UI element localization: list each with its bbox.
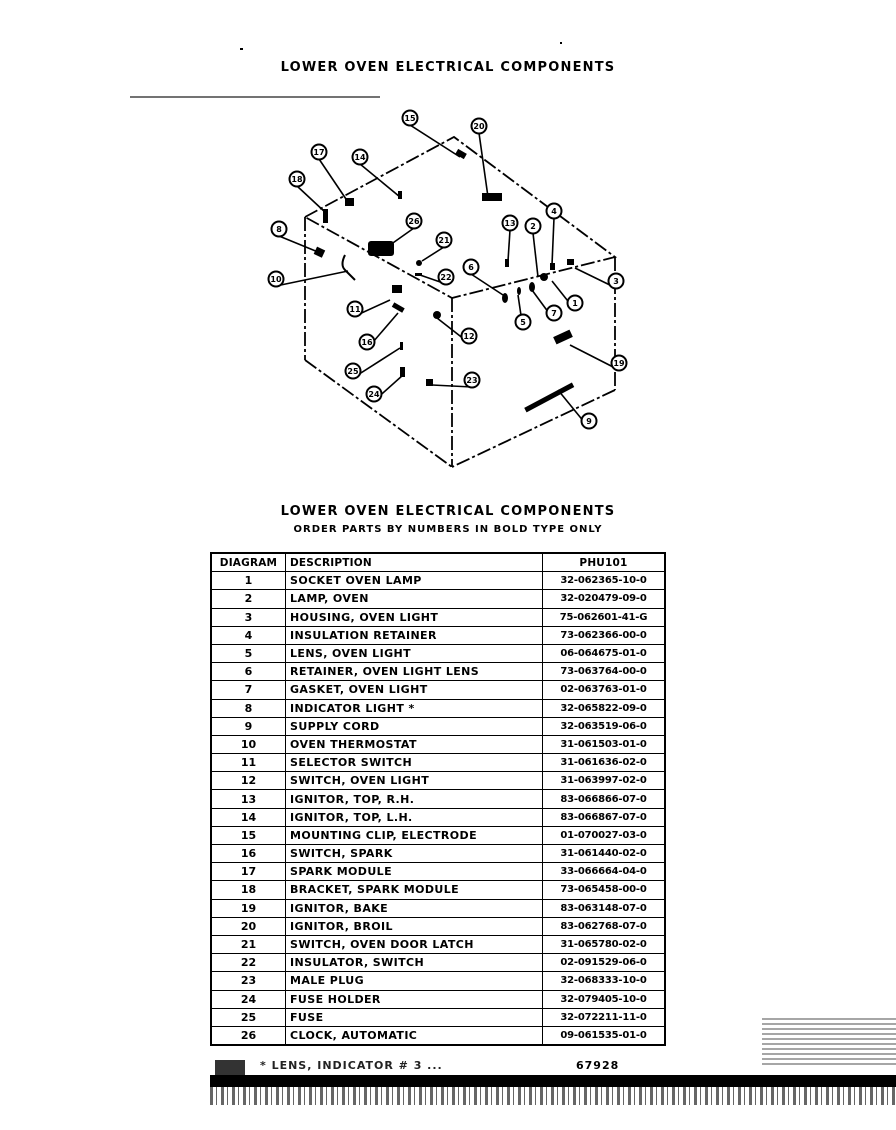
part-description: SPARK MODULE [286,863,543,881]
part-description: INDICATOR LIGHT * [286,699,543,717]
callout-19 [612,356,627,371]
header-description: DESCRIPTION [286,553,543,572]
table-row [211,1008,665,1026]
callout-20 [472,119,487,134]
diagram-number: 9 [211,717,286,735]
table-row [211,717,665,735]
part-description: HOUSING, OVEN LIGHT [286,608,543,626]
diagram-number: 7 [211,681,286,699]
table-row [211,917,665,935]
part-description: IGNITOR, BAKE [286,899,543,917]
part-number: 06-064675-01-0 [543,644,666,662]
footer-note: * LENS, INDICATOR # 3 ... [260,1059,443,1072]
part-number: 31-063997-02-0 [543,772,666,790]
scan-smear [762,1015,896,1065]
svg-text:8: 8 [276,225,282,234]
callout-10 [269,272,284,287]
part-description: INSULATION RETAINER [286,626,543,644]
part-number: 09-061535-01-0 [543,1026,666,1045]
page-title: LOWER OVEN ELECTRICAL COMPONENTS [280,60,616,75]
part-description: OVEN THERMOSTAT [286,735,543,753]
table-row [211,826,665,844]
part-description: IGNITOR, TOP, L.H. [286,808,543,826]
diagram-number: 8 [211,699,286,717]
part-number: 32-079405-10-0 [543,990,666,1008]
callout-23 [465,373,480,388]
part-number: 73-063764-00-0 [543,663,666,681]
part-number: 31-061503-01-0 [543,735,666,753]
svg-text:1: 1 [572,299,578,308]
part-description: MOUNTING CLIP, ELECTRODE [286,826,543,844]
part-description: GASKET, OVEN LIGHT [286,681,543,699]
part-description: CLOCK, AUTOMATIC [286,1026,543,1045]
part-description: SWITCH, SPARK [286,845,543,863]
scan-speck [560,42,562,44]
diagram-number: 11 [211,754,286,772]
part-number: 02-091529-06-0 [543,954,666,972]
svg-text:6: 6 [468,263,474,272]
svg-text:4: 4 [551,207,557,216]
part-number: 32-065822-09-0 [543,699,666,717]
table-row [211,663,665,681]
part-description: INSULATOR, SWITCH [286,954,543,972]
callout-14 [353,150,368,165]
header-diagram: DIAGRAM [211,553,286,572]
cabinet-top-edge [305,137,615,298]
table-row [211,772,665,790]
svg-text:10: 10 [270,275,282,284]
svg-text:26: 26 [408,217,420,226]
table-row [211,808,665,826]
exploded-parts-diagram [260,105,660,480]
svg-text:23: 23 [466,376,478,385]
part-number: 32-062365-10-0 [543,572,666,590]
diagram-number: 10 [211,735,286,753]
part-number: 33-066664-04-0 [543,863,666,881]
diagram-number: 5 [211,644,286,662]
table-row [211,608,665,626]
callout-9 [582,414,597,429]
svg-text:5: 5 [520,318,526,327]
part-description: LAMP, OVEN [286,590,543,608]
part-description: SOCKET OVEN LAMP [286,572,543,590]
table-row [211,699,665,717]
table-row [211,899,665,917]
part-description: MALE PLUG [286,972,543,990]
table-row [211,990,665,1008]
svg-text:15: 15 [404,114,416,123]
diagram-number: 17 [211,863,286,881]
diagram-number: 21 [211,935,286,953]
diagram-number: 22 [211,954,286,972]
header-model: PHU101 [543,553,666,572]
svg-text:21: 21 [438,236,450,245]
diagram-number: 15 [211,826,286,844]
diagram-number: 12 [211,772,286,790]
scan-smear [210,1087,896,1105]
part-number: 31-061636-02-0 [543,754,666,772]
diagram-number: 20 [211,917,286,935]
part-number: 83-063148-07-0 [543,899,666,917]
callout-11 [348,302,363,317]
diagram-number: 2 [211,590,286,608]
part-number: 31-065780-02-0 [543,935,666,953]
table-row [211,935,665,953]
svg-text:11: 11 [349,305,361,314]
part-number: 32-072211-11-0 [543,1008,666,1026]
callout-26 [407,214,422,229]
part-description: LENS, OVEN LIGHT [286,644,543,662]
part-number: 31-061440-02-0 [543,845,666,863]
callout-1 [568,296,583,311]
callout-5 [516,315,531,330]
svg-text:7: 7 [551,309,557,318]
part-number: 73-062366-00-0 [543,626,666,644]
part-description: FUSE [286,1008,543,1026]
diagram-callouts [269,111,627,429]
diagram-number: 23 [211,972,286,990]
part-number: 83-066867-07-0 [543,808,666,826]
scan-speck [240,48,243,50]
table-subtitle: ORDER PARTS BY NUMBERS IN BOLD TYPE ONLY [293,524,603,535]
svg-text:25: 25 [347,367,359,376]
parts-table [210,552,666,1046]
svg-text:16: 16 [361,338,373,347]
table-row [211,590,665,608]
diagram-number: 13 [211,790,286,808]
callout-3 [609,274,624,289]
callout-24 [367,387,382,402]
table-row [211,881,665,899]
part-description: SUPPLY CORD [286,717,543,735]
diagram-number: 4 [211,626,286,644]
part-number: 02-063763-01-0 [543,681,666,699]
table-row [211,735,665,753]
diagram-number: 6 [211,663,286,681]
diagram-number: 19 [211,899,286,917]
table-header-row [211,553,665,572]
svg-text:3: 3 [613,277,619,286]
scan-smear [130,96,380,98]
part-number: 32-068333-10-0 [543,972,666,990]
part-number: 01-070027-03-0 [543,826,666,844]
svg-text:12: 12 [463,332,475,341]
callout-13 [503,216,518,231]
diagram-number: 24 [211,990,286,1008]
part-number: 32-020479-09-0 [543,590,666,608]
scan-smear [210,1075,896,1087]
part-number: 73-065458-00-0 [543,881,666,899]
callout-18 [290,172,305,187]
svg-text:19: 19 [613,359,625,368]
callout-22 [439,270,454,285]
page-footer [220,1058,700,1076]
part-description: SWITCH, OVEN DOOR LATCH [286,935,543,953]
diagram-number: 25 [211,1008,286,1026]
table-row [211,681,665,699]
table-row [211,626,665,644]
diagram-number: 18 [211,881,286,899]
diagram-number: 3 [211,608,286,626]
svg-text:18: 18 [291,175,303,184]
callout-6 [464,260,479,275]
part-description: SWITCH, OVEN LIGHT [286,772,543,790]
part-description: IGNITOR, BROIL [286,917,543,935]
diagram-number: 1 [211,572,286,590]
callout-8 [272,222,287,237]
svg-text:24: 24 [368,390,380,399]
part-description: IGNITOR, TOP, R.H. [286,790,543,808]
part-number: 75-062601-41-G [543,608,666,626]
svg-text:17: 17 [313,148,325,157]
callout-12 [462,329,477,344]
table-row [211,644,665,662]
svg-text:22: 22 [440,273,452,282]
part-number: 83-062768-07-0 [543,917,666,935]
callout-2 [526,219,541,234]
part-description: BRACKET, SPARK MODULE [286,881,543,899]
table-row [211,972,665,990]
diagram-number: 26 [211,1026,286,1045]
part-number: 83-066866-07-0 [543,790,666,808]
svg-text:14: 14 [354,153,366,162]
table-row [211,845,665,863]
svg-text:9: 9 [586,417,592,426]
table-row [211,863,665,881]
callout-17 [312,145,327,160]
diagram-number: 16 [211,845,286,863]
diagram-number: 14 [211,808,286,826]
svg-text:20: 20 [473,122,485,131]
callout-25 [346,364,361,379]
callout-16 [360,335,375,350]
page-code: 67928 [576,1059,620,1072]
table-row [211,1026,665,1045]
table-row [211,572,665,590]
callout-21 [437,233,452,248]
part-description: RETAINER, OVEN LIGHT LENS [286,663,543,681]
part-description: SELECTOR SWITCH [286,754,543,772]
table-row [211,954,665,972]
callout-7 [547,306,562,321]
svg-text:2: 2 [530,222,536,231]
callout-15 [403,111,418,126]
svg-text:13: 13 [504,219,516,228]
table-row [211,754,665,772]
part-description: FUSE HOLDER [286,990,543,1008]
parts-table-body [211,572,665,1045]
callout-4 [547,204,562,219]
table-title: LOWER OVEN ELECTRICAL COMPONENTS [280,504,616,519]
part-number: 32-063519-06-0 [543,717,666,735]
table-row [211,790,665,808]
